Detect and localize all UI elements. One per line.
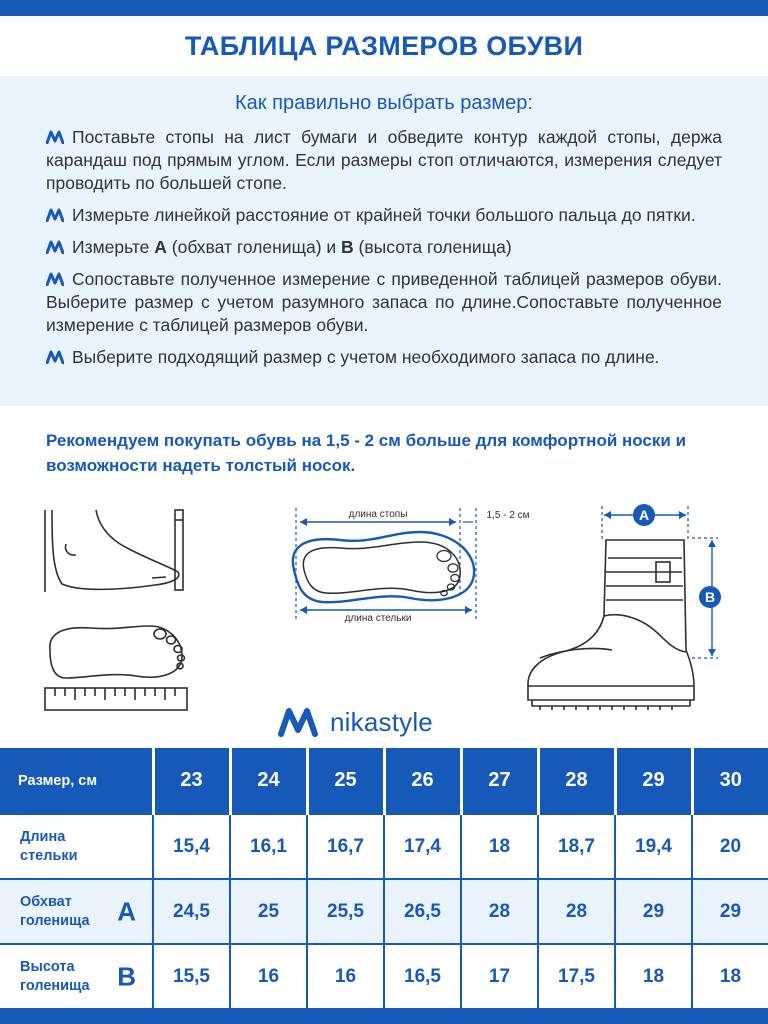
instructions-panel: [0, 76, 768, 406]
table-cell: 28: [538, 879, 615, 944]
instruction-step: [46, 236, 722, 259]
foot-length-label: длина стопы: [348, 509, 408, 520]
instruction-text: (высота голенища): [353, 237, 512, 257]
table-cell: 26,5: [384, 879, 461, 944]
table-cell: 16,7: [307, 814, 384, 879]
size-header-cell: 30: [692, 748, 768, 814]
table-cell: 16: [230, 944, 307, 1009]
recommendation-text: Рекомендуем покупать обувь на 1,5 - 2 см больше для комфортной носки и возможности надеть толстый носок.: [46, 431, 687, 475]
row-label: Длина стельки: [0, 814, 153, 879]
table-cell: 17,5: [538, 944, 615, 1009]
letter-b: В: [341, 237, 354, 257]
brand-name: nikastyle: [330, 706, 433, 737]
table-cell: 16: [307, 944, 384, 1009]
row-label: Высота голенища B: [0, 944, 153, 1009]
table-cell: 25: [230, 879, 307, 944]
boot-label-b: B: [704, 589, 716, 605]
instruction-text: Измерьте: [72, 237, 155, 257]
table-cell: 18: [615, 944, 692, 1009]
size-table: [0, 748, 768, 1010]
table-cell: 16,1: [230, 814, 307, 879]
page-title: ТАБЛИЦА РАЗМЕРОВ ОБУВИ: [184, 30, 584, 61]
insole-length-label: длина стельки: [344, 613, 412, 624]
nikastyle-mark-icon: [46, 350, 64, 364]
table-row-insole: [0, 814, 768, 879]
instruction-text: Поставьте стопы на лист бумаги и обведите контур каждой стопы, держа карандаш под прямым углом. Если размеры стоп отличаются, измерения следует проводить по большей стопе.: [46, 127, 722, 193]
table-row-shaft-height: [0, 944, 768, 1009]
boot-label-a: A: [638, 507, 650, 523]
table-cell: 20: [692, 814, 768, 879]
table-cell: 15,5: [153, 944, 230, 1009]
allowance-label: 1,5 - 2 см: [486, 510, 530, 521]
nikastyle-mark-icon: [46, 130, 64, 144]
table-cell: 28: [461, 879, 538, 944]
table-cell: 24,5: [153, 879, 230, 944]
table-cell: 17,4: [384, 814, 461, 879]
table-cell: 18: [461, 814, 538, 879]
instructions-list: [46, 126, 722, 378]
table-cell: 29: [615, 879, 692, 944]
table-cell: 18,7: [538, 814, 615, 879]
table-cell: 15,4: [153, 814, 230, 879]
nikastyle-mark-icon: [46, 208, 64, 222]
size-header-cell: 24: [230, 748, 307, 814]
table-row-shaft-girth: [0, 879, 768, 944]
nikastyle-logo-icon: [278, 707, 318, 737]
top-bar: [0, 0, 768, 16]
table-cell: 16,5: [384, 944, 461, 1009]
letter-a: А: [154, 237, 167, 257]
instruction-text: Выберите подходящий размер с учетом необходимого запаса по длине.: [72, 347, 660, 367]
instruction-step: [46, 126, 722, 195]
nikastyle-mark-icon: [46, 272, 64, 286]
instructions-heading: Как правильно выбрать размер:: [235, 92, 533, 114]
instruction-text: Измерьте линейкой расстояние от крайней точки большого пальца до пятки.: [72, 205, 696, 225]
table-cell: 18: [692, 944, 768, 1009]
row-letter-b: B: [117, 961, 136, 991]
brand-logo: [278, 702, 433, 742]
boot-icon: [528, 504, 721, 710]
table-header-row: [0, 748, 768, 814]
size-header-label: Размер, см: [0, 748, 153, 814]
table-cell: 17: [461, 944, 538, 1009]
table-cell: 19,4: [615, 814, 692, 879]
table-cell: 29: [692, 879, 768, 944]
table-cell: 25,5: [307, 879, 384, 944]
insole-icon: [293, 508, 530, 624]
bottom-bar: [0, 1008, 768, 1024]
footprint-ruler-icon: [45, 626, 187, 710]
size-header-cell: 29: [615, 748, 692, 814]
size-header-cell: 27: [461, 748, 538, 814]
size-header-cell: 26: [384, 748, 461, 814]
foot-side-icon: [45, 510, 183, 592]
row-label: Обхват голенища A: [0, 879, 153, 944]
size-header-cell: 28: [538, 748, 615, 814]
size-header-cell: 23: [153, 748, 230, 814]
nikastyle-mark-icon: [46, 240, 64, 254]
row-letter-a: A: [117, 896, 136, 926]
size-header-cell: 25: [307, 748, 384, 814]
instruction-step: [46, 204, 722, 227]
instruction-text: (обхват голенища) и: [166, 237, 342, 257]
instruction-step: [46, 268, 722, 337]
instruction-text: Сопоставьте полученное измерение с приведенной таблицей размеров обуви. Выберите размер с учетом разумного запаса по длине.Сопоставьте полученное измерение с таблицей размеров обуви.: [46, 269, 722, 335]
instruction-step: [46, 346, 722, 369]
